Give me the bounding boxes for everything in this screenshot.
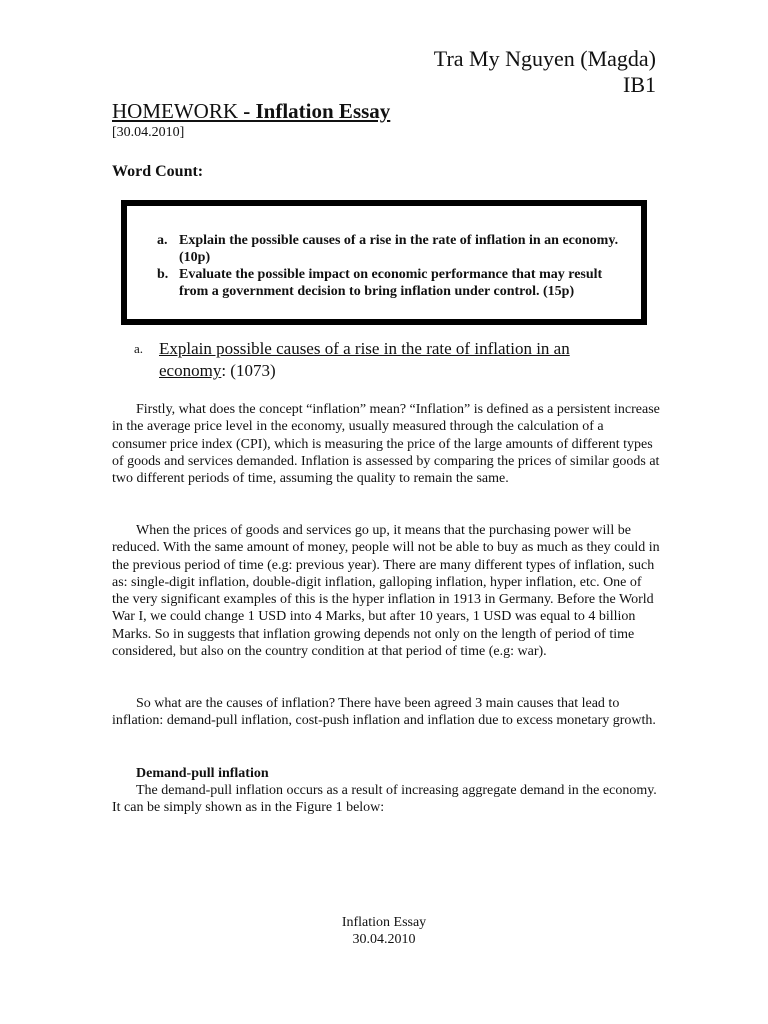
question-box bbox=[121, 200, 647, 325]
paragraph-4: The demand-pull inflation occurs as a result of increasing aggregate demand in the economy. It can be simply shown as in the Figure 1 below: bbox=[112, 783, 657, 816]
section-heading bbox=[134, 338, 644, 382]
section-heading-line1: Explain possible causes of a rise in the rate of inflation in an bbox=[159, 339, 570, 358]
question-item bbox=[157, 266, 627, 300]
question-letter: a. bbox=[157, 233, 168, 248]
demand-pull-heading: Demand-pull inflation bbox=[136, 766, 269, 781]
footer-date: 30.04.2010 bbox=[352, 932, 416, 947]
author-name: Tra My Nguyen (Magda) bbox=[433, 46, 656, 71]
section-letter: a. bbox=[134, 341, 144, 356]
question-item bbox=[157, 232, 627, 266]
word-count-label: Word Count: bbox=[112, 163, 204, 180]
question-list bbox=[157, 232, 627, 300]
question-text: Explain the possible causes of a rise in the rate of inflation in an economy. (10p) bbox=[179, 233, 619, 265]
document-title bbox=[112, 98, 390, 124]
section-heading-line2: economy bbox=[159, 361, 222, 380]
paragraph-2: When the prices of goods and services go up, it means that the purchasing power will be reduced. With the same amount of money, people will not be able to buy as much as they could in the previous period of time (e.g: previous year). There are many different types of inflation, such as: single-digit inflation, double-digit inflation, galloping inflation, hyper inflation, etc. One of the very significant examples of this is the hyper inflation in 1913 in Germany. Before the World War I, we could change 1 USD into 4 Marks, but after 10 years, 1 USD was equal to 4 billion Marks. So in suggests that inflation growing depends not only on the length of period of time considered, but also on the country condition at that period of time (e.g: war). bbox=[112, 523, 660, 660]
page-footer bbox=[0, 914, 768, 948]
document-date: [30.04.2010] bbox=[112, 125, 185, 140]
paragraph-3: So what are the causes of inflation? There have been agreed 3 main causes that lead to inflation: demand-pull inflation, cost-push inflation and inflation due to excess monetary growth. bbox=[112, 696, 656, 729]
title-separator: - bbox=[238, 99, 256, 123]
question-text: Evaluate the possible impact on economic performance that may result from a government decision to bring inflation under control. (15p) bbox=[179, 267, 603, 299]
title-main: Inflation Essay bbox=[255, 99, 391, 123]
footer-title: Inflation Essay bbox=[341, 915, 427, 930]
section-heading-suffix: : (1073) bbox=[221, 361, 276, 380]
paragraph-1: Firstly, what does the concept “inflation” mean? “Inflation” is defined as a persistent increase in the average price level in the economy, usually measured through the calculation of a consumer price index (CPI), which is measuring the price of the large amounts of different types of goods and services demanded. Inflation is assessed by comparing the prices of similar goods at two different periods of time, assuming the quality to remain the same. bbox=[112, 402, 660, 487]
title-prefix: HOMEWORK bbox=[112, 99, 238, 123]
question-letter: b. bbox=[157, 267, 169, 282]
class-name: IB1 bbox=[623, 72, 656, 97]
section-heading-body bbox=[159, 338, 644, 382]
